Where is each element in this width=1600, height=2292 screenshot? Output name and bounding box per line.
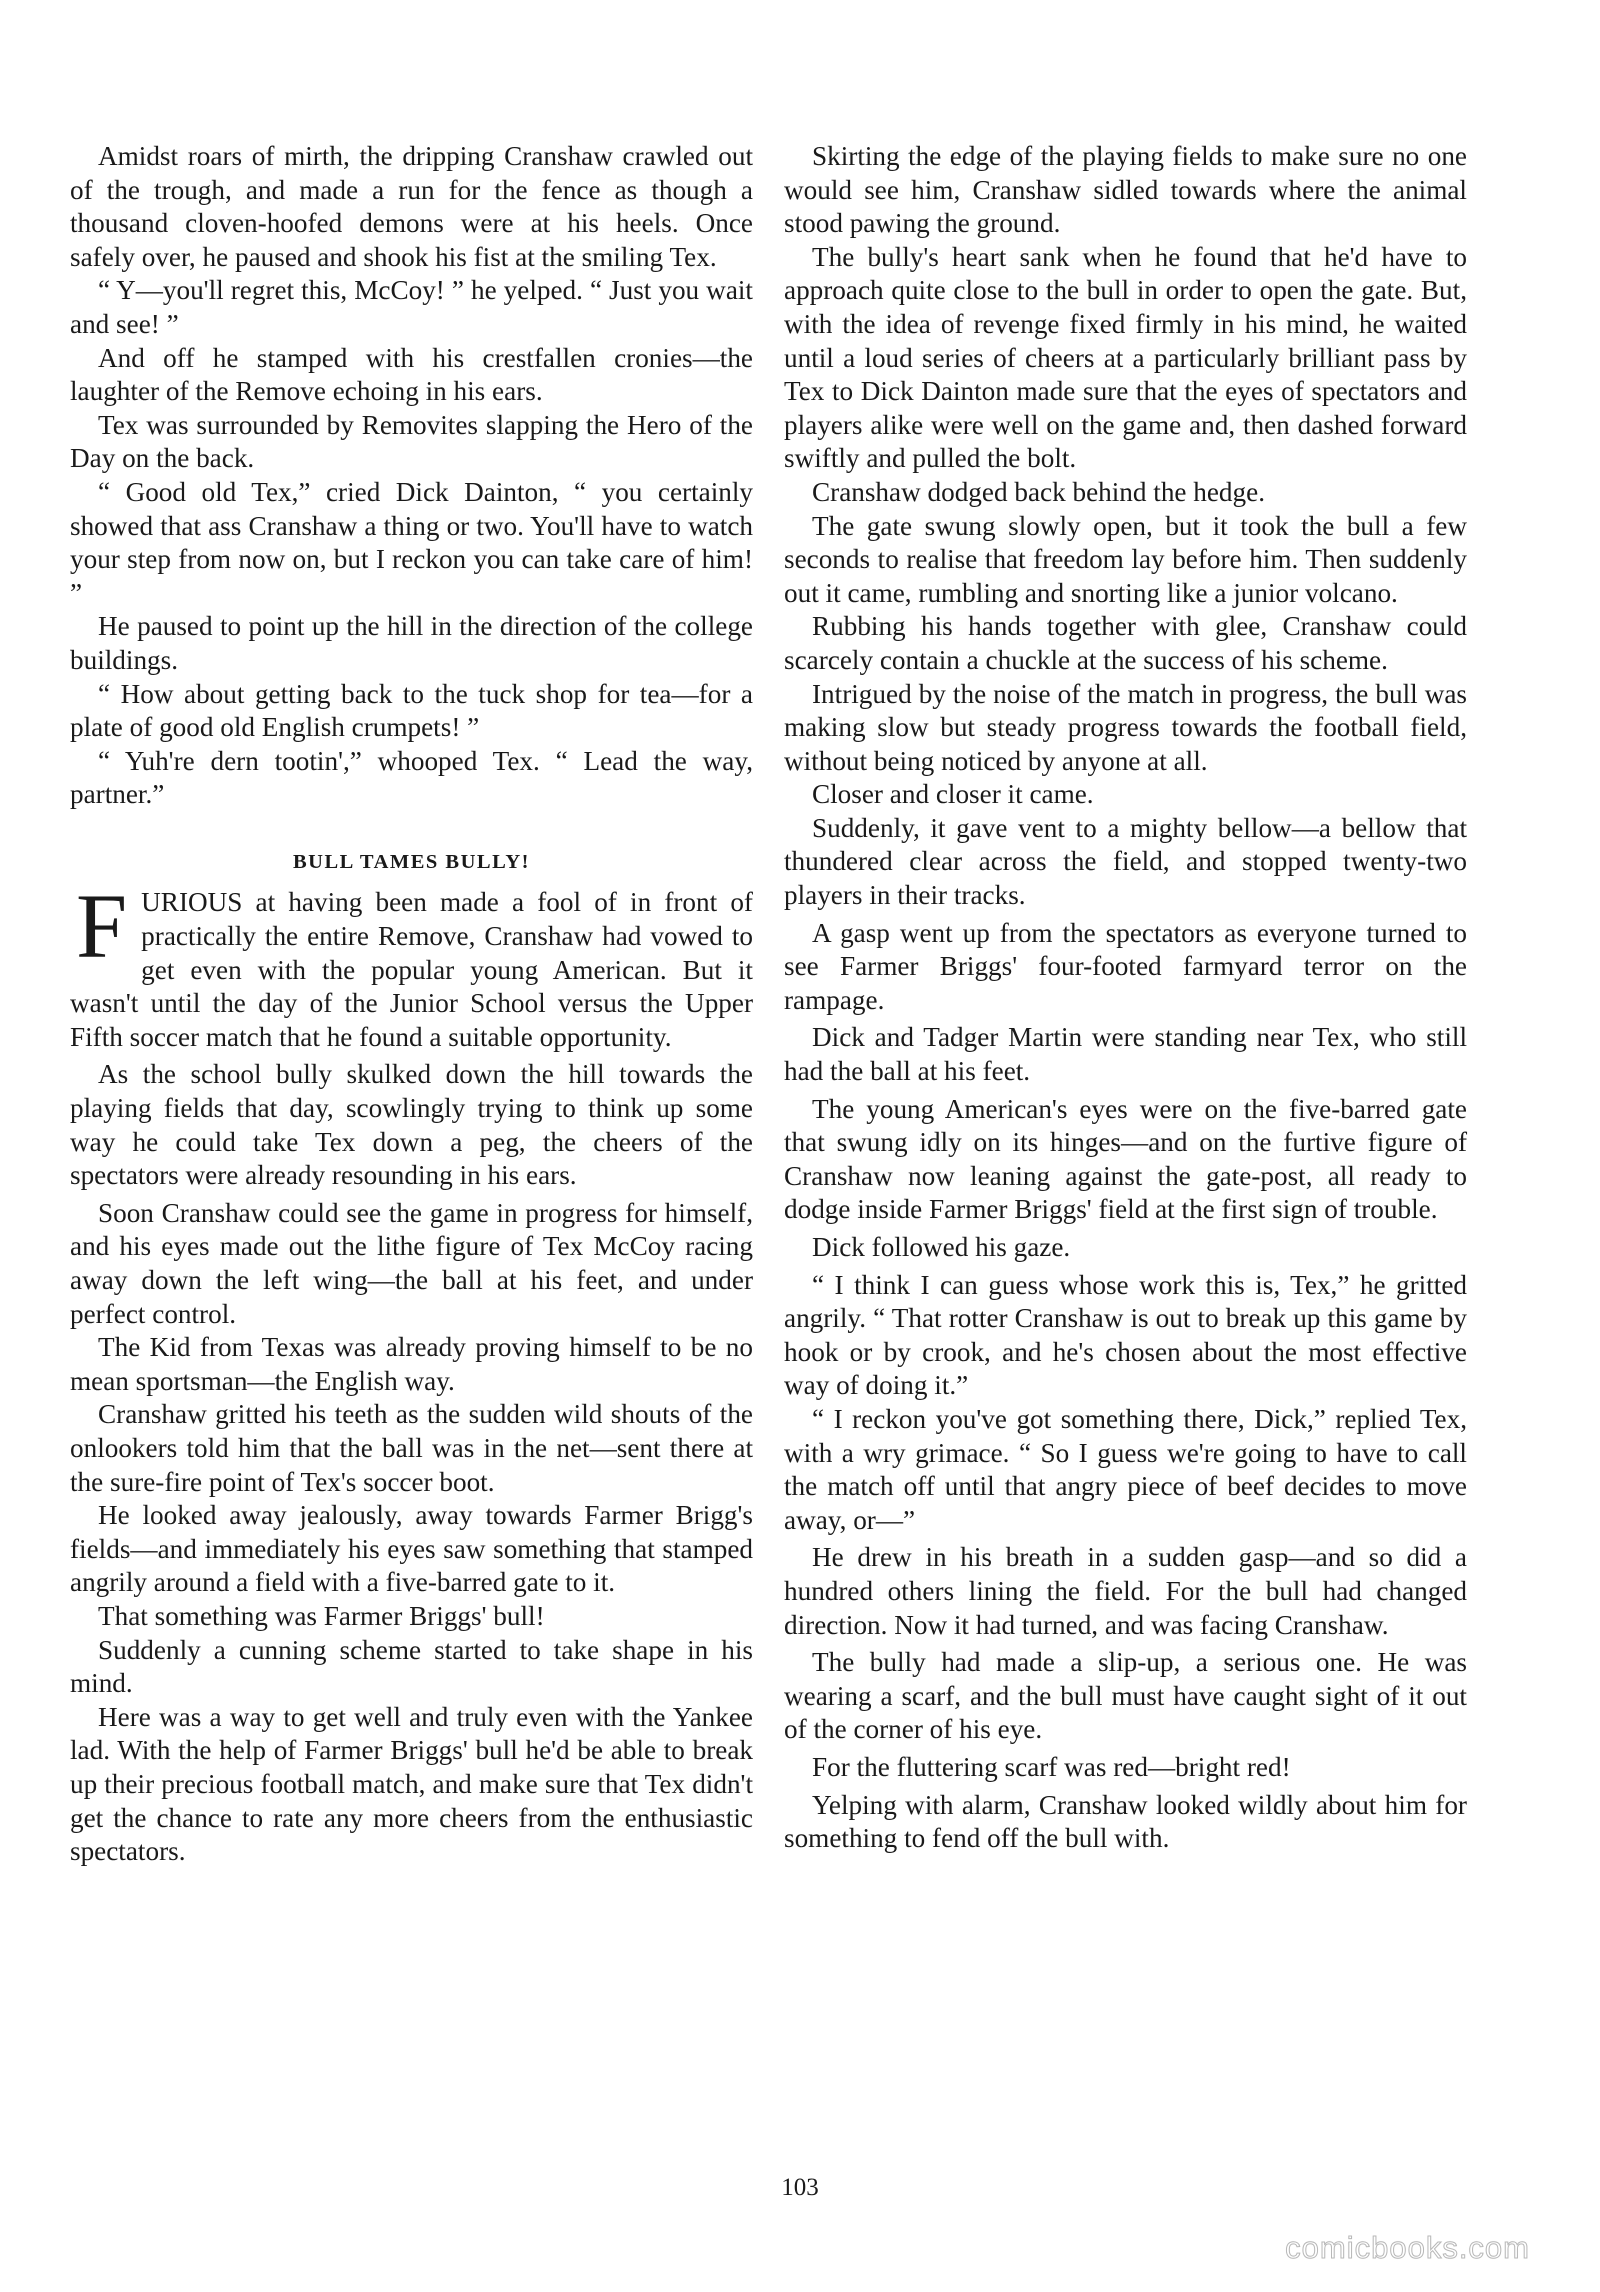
paragraph: Amidst roars of mirth, the dripping Cranshaw crawled out of the trough, and made a run for the fence as though a thousand cloven-hoofed demons were at his heels. Once safely over, he paused and shook his fist at the smiling Tex. xyxy=(70,141,753,272)
paragraph: Suddenly, it gave vent to a mighty bellow—a bellow that thundered clear across the field, and stopped twenty-two players in their tracks. xyxy=(784,812,1467,911)
paragraph: For the fluttering scarf was red—bright red! xyxy=(812,1751,1291,1782)
paragraph: The gate swung slowly open, but it took the bull a few seconds to realise that freedom lay before him. Then suddenly out it came, rumbling and snorting like a junior volcano. xyxy=(784,510,1467,608)
paragraph: Closer and closer it came. xyxy=(812,779,1094,810)
paragraph: Skirting the edge of the playing fields to make sure no one would see him, Cranshaw sidled towards where the animal stood pawing the ground. xyxy=(784,141,1467,239)
paragraph: “ I reckon you've got something there, Dick,” replied Tex, with a wry grimace. “ So I guess we're going to have to call the match off until that angry piece of beef decides to move away, or—” xyxy=(784,1403,1467,1535)
paragraph: The bully's heart sank when he found that he'd have to approach quite close to the bull in order to open the gate. But, with the idea of revenge fixed firmly in his mind, he waited until a loud series of cheers at a particularly brilliant pass by Tex to Dick Dainton made sure that the eyes of spectators and players alike were well on the game and, then dashed forward swiftly and pulled the bolt. xyxy=(784,241,1467,474)
paragraph: Cranshaw gritted his teeth as the sudden wild shouts of the onlookers told him that the ball was in the net—sent there at the sure-fire point of Tex's soccer boot. xyxy=(70,1399,753,1497)
paragraph: A gasp went up from the spectators as everyone turned to see Farmer Briggs' four-footed farmyard terror on the rampage. xyxy=(784,917,1467,1015)
paragraph: Intrigued by the noise of the match in progress, the bull was making slow but steady progress towards the football field, without being noticed by anyone at all. xyxy=(784,678,1467,776)
paragraph: Dick followed his gaze. xyxy=(812,1232,1071,1262)
paragraph: Tex was surrounded by Removites slapping the Hero of the Day on the back. xyxy=(70,409,753,474)
paragraph: That something was Farmer Briggs' bull! xyxy=(98,1600,545,1631)
paragraph: Rubbing his hands together with glee, Cranshaw could scarcely contain a chuckle at the success of his scheme. xyxy=(784,611,1467,675)
drop-cap-letter: F xyxy=(76,875,128,978)
section-heading: BULL TAMES BULLY! xyxy=(292,850,531,873)
paragraph: He drew in his breath in a sudden gasp—and so did a hundred others lining the field. For the bull had changed direction. Now it had turned, and was facing Cranshaw. xyxy=(784,1542,1467,1640)
paragraph: He looked away jealously, away towards Farmer Brigg's fields—and immediately his eyes saw something that stamped angrily around a field with a five-barred gate to it. xyxy=(70,1500,753,1598)
paragraph: Cranshaw dodged back behind the hedge. xyxy=(812,476,1265,507)
paragraph: The bully had made a slip-up, a serious one. He was wearing a scarf, and the bull must have caught sight of it out of the corner of his eye. xyxy=(784,1647,1467,1745)
page-number: 103 xyxy=(781,2174,819,2201)
paragraph: Here was a way to get well and truly even with the Yankee lad. With the help of Farmer Briggs' bull he'd be able to break up their precious football match, and make sure that Tex didn't get the chance to rate any more cheers from the enthusiastic spectators. xyxy=(70,1701,753,1867)
paragraph: As the school bully skulked down the hill towards the playing fields that day, scowlingly trying to think up some way he could take Tex down a peg, the cheers of the spectators were already resounding in his ears. xyxy=(70,1059,753,1191)
paragraph: Suddenly a cunning scheme started to take shape in his mind. xyxy=(70,1634,753,1699)
paragraph: “ Good old Tex,” cried Dick Dainton, “ you certainly showed that ass Cranshaw a thing or two. You'll have to watch your step from now on, but I reckon you can take care of him! ” xyxy=(70,476,753,608)
paragraph: “ Y—you'll regret this, McCoy! ” he yelped. “ Just you wait and see! ” xyxy=(70,275,753,339)
left-column xyxy=(70,140,753,1869)
paragraph: “ Yuh're dern tootin',” whooped Tex. “ Lead the way, partner.” xyxy=(70,745,753,810)
dropcap-paragraph-text: URIOUS at having been made a fool of in front of practically the entire Remove, Cranshaw had vowed to get even with the popular young American. But it wasn't until the day of the Junior School versus the Upper Fifth soccer match that he found a suitable opportunity. xyxy=(70,887,753,1052)
paragraph: The young American's eyes were on the five-barred gate that swung idly on its hinges—and on the furtive figure of Cranshaw now leaning against the gate-post, all ready to dodge inside Farmer Briggs' field at the first sign of trouble. xyxy=(784,1093,1467,1225)
watermark: comicbooks.com xyxy=(1285,2230,1530,2265)
paragraph: Dick and Tadger Martin were standing near Tex, who still had the ball at his feet. xyxy=(784,1022,1467,1087)
paragraph: He paused to point up the hill in the direction of the college buildings. xyxy=(70,611,753,675)
paragraph: “ How about getting back to the tuck shop for tea—for a plate of good old English crumpets! ” xyxy=(70,678,753,743)
paragraph: And off he stamped with his crestfallen cronies—the laughter of the Remove echoing in his ears. xyxy=(70,342,753,407)
dropcap-paragraph xyxy=(70,875,753,1054)
paragraph: Soon Cranshaw could see the game in progress for himself, and his eyes made out the lithe figure of Tex McCoy racing away down the left wing—the ball at his feet, and under perfect control. xyxy=(70,1197,753,1329)
paragraph: Yelping with alarm, Cranshaw looked wildly about him for something to fend off the bull with. xyxy=(784,1789,1467,1854)
paragraph: The Kid from Texas was already proving himself to be no mean sportsman—the English way. xyxy=(70,1332,753,1396)
paragraph: “ I think I can guess whose work this is, Tex,” he gritted angrily. “ That rotter Cranshaw is out to break up this game by hook or by crook, and he's chosen about the most effective way of doing it.” xyxy=(784,1269,1467,1401)
right-column xyxy=(784,140,1467,1856)
